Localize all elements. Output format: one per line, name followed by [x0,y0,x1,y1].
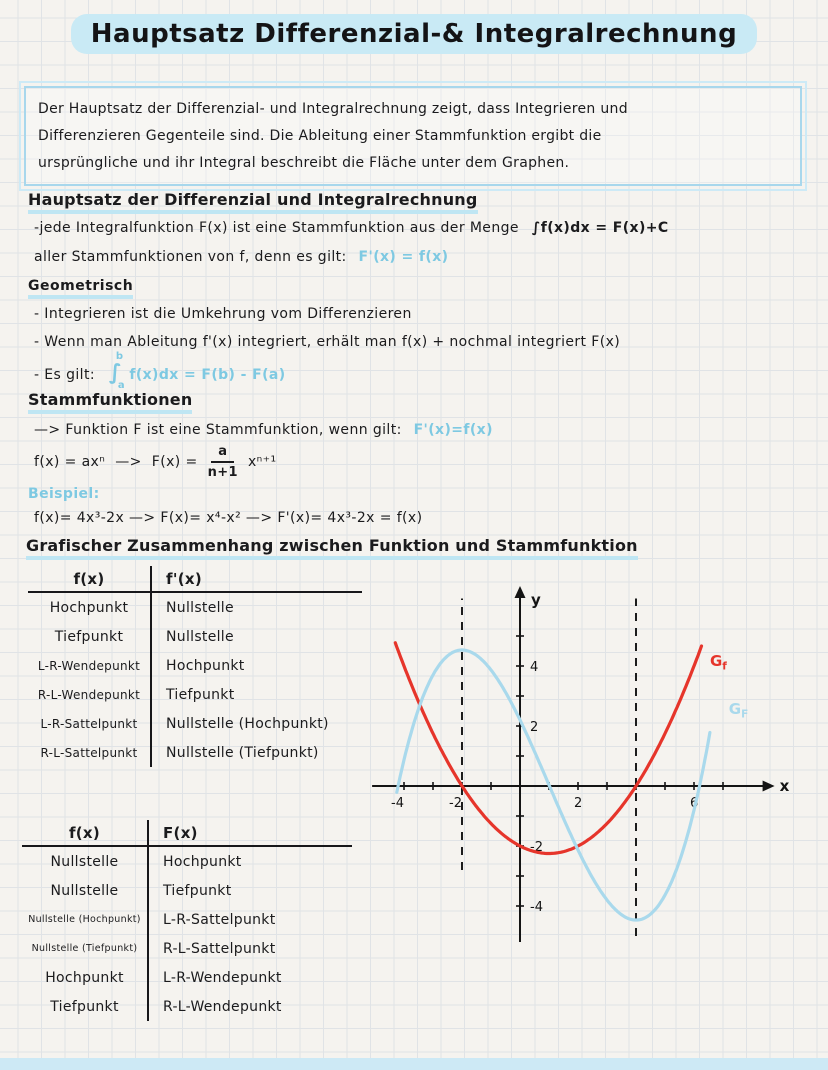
fraction [208,444,238,480]
arrow: —> [115,454,142,470]
formula-hauptsatz-integral [107,351,286,391]
table-header-cell: f'(x) [150,566,362,593]
table-cell: Nullstelle [50,882,119,899]
table-cell: L-R-Sattelpunkt [40,716,138,731]
line-stammfunktion-regel [34,422,493,438]
table-header-cell: F(x) [147,820,352,847]
beispiel-label: Beispiel: [28,486,100,502]
intro-box [24,86,802,186]
table-cell: L-R-Wendepunkt [37,658,141,673]
table-cell: Nullstelle (Tiefpunkt) [31,943,138,954]
table-cell: R-L-Wendepunkt [147,992,352,1021]
page-title [0,14,828,54]
table-cell: Hochpunkt [150,651,362,680]
x-axis-arrow [763,781,775,792]
svg-text:2: 2 [574,796,583,811]
beispiel-line: f(x)= 4x³-2x —> F(x)= x⁴-x² —> F'(x)= 4x³-2x = f(x) [34,510,423,526]
x-axis-label: x [779,777,790,795]
table-header-cell: f(x) [22,820,147,847]
bullet-umkehrung: - Integrieren ist die Umkehrung vom Differenzieren [34,306,412,322]
line-text: -jede Integralfunktion F(x) ist eine Stammfunktion aus der Menge [34,220,519,236]
formula-ableitung: F'(x) = f(x) [358,249,449,265]
integral-glyph: ∫ [108,360,123,384]
table-header-cell: f(x) [28,566,150,593]
table-cell: Tiefpunkt [50,998,119,1015]
function-graph [352,586,822,964]
table-cell: Tiefpunkt [147,876,352,905]
line-potenzregel [34,442,276,482]
line-text: —> Funktion F ist eine Stammfunktion, wenn gilt: [34,422,402,438]
table-cell: Nullstelle (Hochpunkt) [28,914,141,925]
formula-tail: xⁿ⁺¹ [248,454,277,470]
integral-lower-bound: a [117,380,125,391]
svg-text:-4: -4 [530,900,543,915]
table-cell: Nullstelle (Hochpunkt) [150,709,362,738]
section-heading-grafisch [26,536,638,555]
svg-text:-2: -2 [530,840,543,855]
fraction-numerator: a [211,444,234,463]
subheading-text: Geometrisch [28,278,134,294]
table-cell: Nullstelle [150,622,362,651]
line-text: aller Stammfunktionen von f, denn es gilt: [34,249,347,265]
formula-stammfunktion: F'(x)=f(x) [413,422,493,438]
table-cell: Hochpunkt [147,847,352,876]
line-integralfunktion [34,220,669,236]
table-cell: Tiefpunkt [54,628,124,645]
table-cell: R-L-Wendepunkt [37,687,141,702]
integral-body: f(x)dx = F(b) - F(a) [129,367,286,383]
svg-text:-2: -2 [449,796,462,811]
table-cell: Nullstelle [50,853,119,870]
intro-line: ursprüngliche und ihr Integral beschreibt die Fläche unter dem Graphen. [38,155,570,171]
integral-sign [108,351,125,391]
y-axis-arrow [515,586,526,598]
curve-label-GF: $G_F$ [728,700,749,721]
bottom-margin-strip [0,1058,828,1070]
page-title-text: Hauptsatz Differenzial-& Integralrechnung [71,14,757,54]
table-cell: Hochpunkt [49,599,129,616]
table-cell: Hochpunkt [45,969,124,986]
table-cell: L-R-Wendepunkt [147,963,352,992]
section-heading-text: Hauptsatz der Differenzial und Integralrechnung [28,190,478,209]
intro-line: Der Hauptsatz der Differenzial- und Integralrechnung zeigt, dass Integrieren und [38,101,628,117]
svg-text:2: 2 [530,720,539,735]
formula-mid: F(x) = [151,454,198,470]
table-cell: R-L-Sattelpunkt [40,745,138,760]
table-cell: R-L-Sattelpunkt [147,934,352,963]
bullet-es-gilt [34,351,286,391]
curve-label-Gf: $G_f$ [709,652,727,673]
bullet-text: - Es gilt: [34,367,95,383]
svg-text:4: 4 [530,660,539,675]
integral-upper-bound: b [115,351,124,362]
formula-lhs: f(x) = axⁿ [34,454,106,470]
table-cell: Nullstelle (Tiefpunkt) [150,738,362,767]
y-axis-label: y [531,591,541,609]
line-stammfunktionen-gilt [34,249,448,265]
table-cell: L-R-Sattelpunkt [147,905,352,934]
intro-line: Differenzieren Gegenteile sind. Die Ableitung einer Stammfunktion ergibt die [38,128,602,144]
table-cell: Tiefpunkt [150,680,362,709]
section-heading-stammfunktionen [28,390,192,409]
formula-integral-menge: ∫f(x)dx = F(x)+C [531,220,669,236]
bullet-integrieren: - Wenn man Ableitung f'(x) integriert, erhält man f(x) + nochmal integriert F(x) [34,334,621,350]
section-heading-text: Stammfunktionen [28,390,193,409]
table-funktion-stammfunktion [22,820,352,1021]
curve-Gf [395,643,701,854]
subheading-geometrisch [28,278,133,294]
svg-text:6: 6 [690,796,699,811]
table-funktion-ableitung [28,566,362,767]
fraction-denominator: n+1 [207,465,238,480]
section-heading-text: Grafischer Zusammenhang zwischen Funktion und Stammfunktion [26,536,638,555]
section-heading-hauptsatz [28,190,478,209]
svg-text:-4: -4 [391,796,404,811]
table-cell: Nullstelle [150,593,362,622]
